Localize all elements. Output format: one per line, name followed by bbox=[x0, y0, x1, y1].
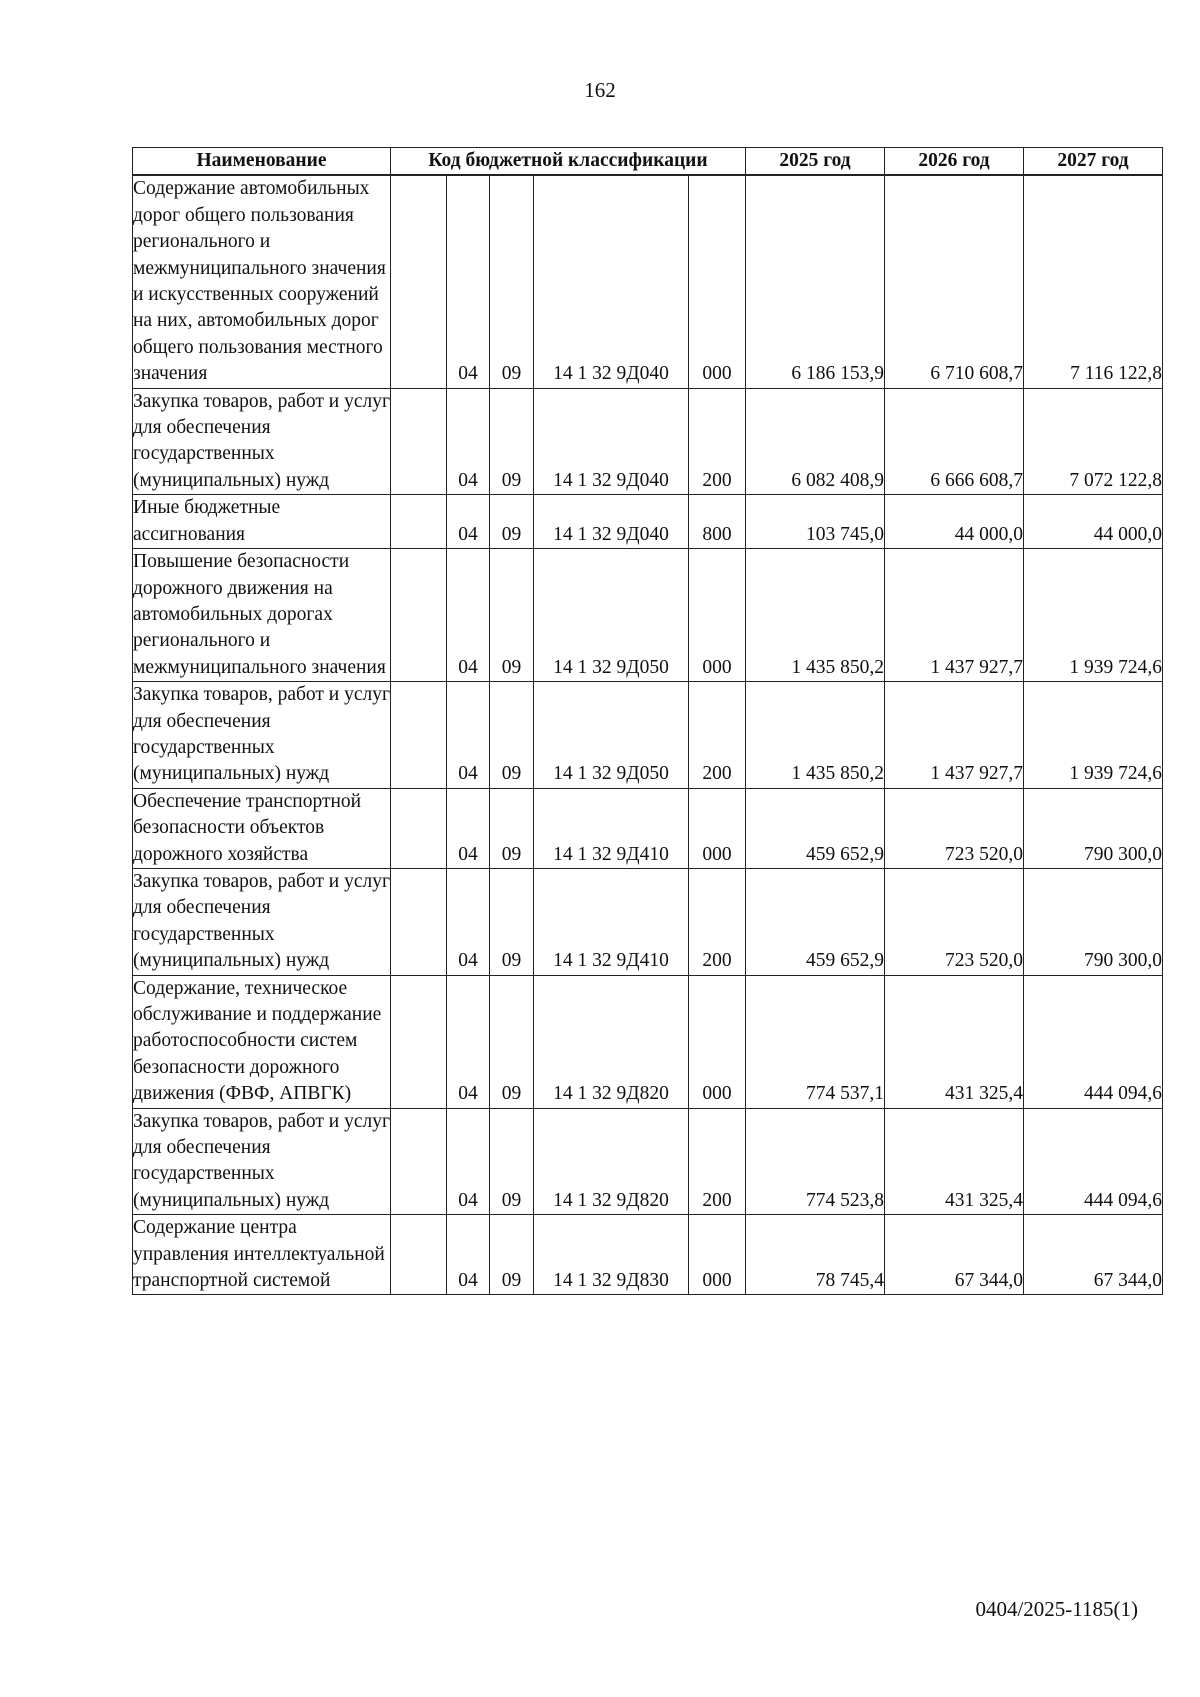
cell-code-expense-type: 000 bbox=[689, 788, 746, 868]
table-row bbox=[133, 788, 1163, 868]
cell-code-section bbox=[391, 682, 447, 789]
cell-2025: 459 652,9 bbox=[746, 788, 885, 868]
cell-code-subsection: 09 bbox=[490, 788, 534, 868]
cell-code-subsection: 09 bbox=[490, 1215, 534, 1295]
cell-code-section bbox=[391, 175, 447, 388]
table-row bbox=[133, 682, 1163, 789]
cell-name: Содержание центра управления интеллектуальной транспортной системой bbox=[133, 1215, 391, 1295]
header-2025: 2025 год bbox=[746, 148, 885, 176]
cell-code-chapter: 04 bbox=[447, 868, 490, 975]
cell-2027: 790 300,0 bbox=[1024, 788, 1163, 868]
cell-code-subsection: 09 bbox=[490, 1108, 534, 1215]
table-header-row bbox=[133, 148, 1163, 176]
cell-code-section bbox=[391, 788, 447, 868]
cell-code-chapter: 04 bbox=[447, 495, 490, 549]
cell-2027: 1 939 724,6 bbox=[1024, 682, 1163, 789]
cell-code-expense-type: 200 bbox=[689, 868, 746, 975]
cell-name: Содержание, техническое обслуживание и поддержание работоспособности систем безопасности дорожного движения (ФВФ, АПВГК) bbox=[133, 975, 391, 1108]
cell-code-chapter: 04 bbox=[447, 682, 490, 789]
cell-code-expense-type: 000 bbox=[689, 1215, 746, 1295]
cell-2025: 459 652,9 bbox=[746, 868, 885, 975]
cell-2027: 44 000,0 bbox=[1024, 495, 1163, 549]
cell-code-expense-type: 200 bbox=[689, 682, 746, 789]
cell-code-subsection: 09 bbox=[490, 549, 534, 682]
cell-2026: 431 325,4 bbox=[885, 975, 1024, 1108]
table-row bbox=[133, 175, 1163, 388]
cell-code-subsection: 09 bbox=[490, 868, 534, 975]
cell-2027: 444 094,6 bbox=[1024, 975, 1163, 1108]
header-2026: 2026 год bbox=[885, 148, 1024, 176]
cell-code-target: 14 1 32 9Д040 bbox=[534, 175, 689, 388]
cell-2025: 1 435 850,2 bbox=[746, 549, 885, 682]
cell-2026: 6 666 608,7 bbox=[885, 388, 1024, 495]
cell-code-subsection: 09 bbox=[490, 975, 534, 1108]
cell-code-section bbox=[391, 1215, 447, 1295]
page-number: 162 bbox=[584, 78, 616, 102]
cell-code-chapter: 04 bbox=[447, 788, 490, 868]
header-code: Код бюджетной классификации bbox=[391, 148, 746, 176]
cell-code-section bbox=[391, 549, 447, 682]
cell-code-section bbox=[391, 495, 447, 549]
cell-code-expense-type: 200 bbox=[689, 388, 746, 495]
table-row bbox=[133, 975, 1163, 1108]
cell-name: Повышение безопасности дорожного движения на автомобильных дорогах регионального и межмуниципального значения bbox=[133, 549, 391, 682]
table-row bbox=[133, 388, 1163, 495]
cell-2025: 774 537,1 bbox=[746, 975, 885, 1108]
cell-name: Содержание автомобильных дорог общего пользования регионального и межмуниципального значения и искусственных сооружений на них, автомобильных дорог общего пользования местного значения bbox=[133, 175, 391, 388]
cell-code-chapter: 04 bbox=[447, 1215, 490, 1295]
cell-code-section bbox=[391, 868, 447, 975]
cell-2026: 44 000,0 bbox=[885, 495, 1024, 549]
cell-name: Закупка товаров, работ и услуг для обеспечения государственных (муниципальных) нужд bbox=[133, 1108, 391, 1215]
cell-2027: 7 072 122,8 bbox=[1024, 388, 1163, 495]
cell-code-chapter: 04 bbox=[447, 388, 490, 495]
cell-code-chapter: 04 bbox=[447, 549, 490, 682]
cell-2026: 723 520,0 bbox=[885, 788, 1024, 868]
cell-code-chapter: 04 bbox=[447, 175, 490, 388]
cell-2025: 6 186 153,9 bbox=[746, 175, 885, 388]
cell-code-expense-type: 000 bbox=[689, 975, 746, 1108]
header-2027: 2027 год bbox=[1024, 148, 1163, 176]
table-row bbox=[133, 495, 1163, 549]
cell-2027: 7 116 122,8 bbox=[1024, 175, 1163, 388]
cell-2026: 1 437 927,7 bbox=[885, 682, 1024, 789]
cell-code-chapter: 04 bbox=[447, 975, 490, 1108]
cell-name: Закупка товаров, работ и услуг для обеспечения государственных (муниципальных) нужд bbox=[133, 868, 391, 975]
cell-2027: 1 939 724,6 bbox=[1024, 549, 1163, 682]
cell-2026: 67 344,0 bbox=[885, 1215, 1024, 1295]
cell-code-subsection: 09 bbox=[490, 388, 534, 495]
cell-code-expense-type: 000 bbox=[689, 175, 746, 388]
table-row bbox=[133, 1215, 1163, 1295]
cell-code-target: 14 1 32 9Д050 bbox=[534, 549, 689, 682]
cell-code-subsection: 09 bbox=[490, 682, 534, 789]
cell-code-target: 14 1 32 9Д040 bbox=[534, 388, 689, 495]
cell-code-expense-type: 200 bbox=[689, 1108, 746, 1215]
cell-code-target: 14 1 32 9Д050 bbox=[534, 682, 689, 789]
cell-name: Закупка товаров, работ и услуг для обеспечения государственных (муниципальных) нужд bbox=[133, 388, 391, 495]
cell-code-target: 14 1 32 9Д040 bbox=[534, 495, 689, 549]
cell-code-expense-type: 800 bbox=[689, 495, 746, 549]
cell-code-expense-type: 000 bbox=[689, 549, 746, 682]
cell-name: Закупка товаров, работ и услуг для обеспечения государственных (муниципальных) нужд bbox=[133, 682, 391, 789]
cell-code-target: 14 1 32 9Д820 bbox=[534, 1108, 689, 1215]
cell-2026: 431 325,4 bbox=[885, 1108, 1024, 1215]
cell-2025: 78 745,4 bbox=[746, 1215, 885, 1295]
table-row bbox=[133, 549, 1163, 682]
cell-2027: 444 094,6 bbox=[1024, 1108, 1163, 1215]
cell-2026: 6 710 608,7 bbox=[885, 175, 1024, 388]
cell-code-target: 14 1 32 9Д820 bbox=[534, 975, 689, 1108]
cell-code-subsection: 09 bbox=[490, 495, 534, 549]
table-row bbox=[133, 1108, 1163, 1215]
cell-2025: 103 745,0 bbox=[746, 495, 885, 549]
cell-code-target: 14 1 32 9Д410 bbox=[534, 868, 689, 975]
table-row bbox=[133, 868, 1163, 975]
cell-name: Иные бюджетные ассигнования bbox=[133, 495, 391, 549]
cell-code-section bbox=[391, 975, 447, 1108]
cell-code-section bbox=[391, 1108, 447, 1215]
cell-code-chapter: 04 bbox=[447, 1108, 490, 1215]
cell-2026: 1 437 927,7 bbox=[885, 549, 1024, 682]
cell-2027: 790 300,0 bbox=[1024, 868, 1163, 975]
cell-2025: 6 082 408,9 bbox=[746, 388, 885, 495]
cell-code-section bbox=[391, 388, 447, 495]
cell-code-subsection: 09 bbox=[490, 175, 534, 388]
cell-2025: 1 435 850,2 bbox=[746, 682, 885, 789]
cell-2025: 774 523,8 bbox=[746, 1108, 885, 1215]
budget-table bbox=[132, 147, 1163, 1295]
header-name: Наименование bbox=[133, 148, 391, 176]
document-id: 0404/2025-1185(1) bbox=[975, 1597, 1138, 1621]
cell-code-target: 14 1 32 9Д410 bbox=[534, 788, 689, 868]
cell-2026: 723 520,0 bbox=[885, 868, 1024, 975]
cell-2027: 67 344,0 bbox=[1024, 1215, 1163, 1295]
cell-name: Обеспечение транспортной безопасности объектов дорожного хозяйства bbox=[133, 788, 391, 868]
cell-code-target: 14 1 32 9Д830 bbox=[534, 1215, 689, 1295]
